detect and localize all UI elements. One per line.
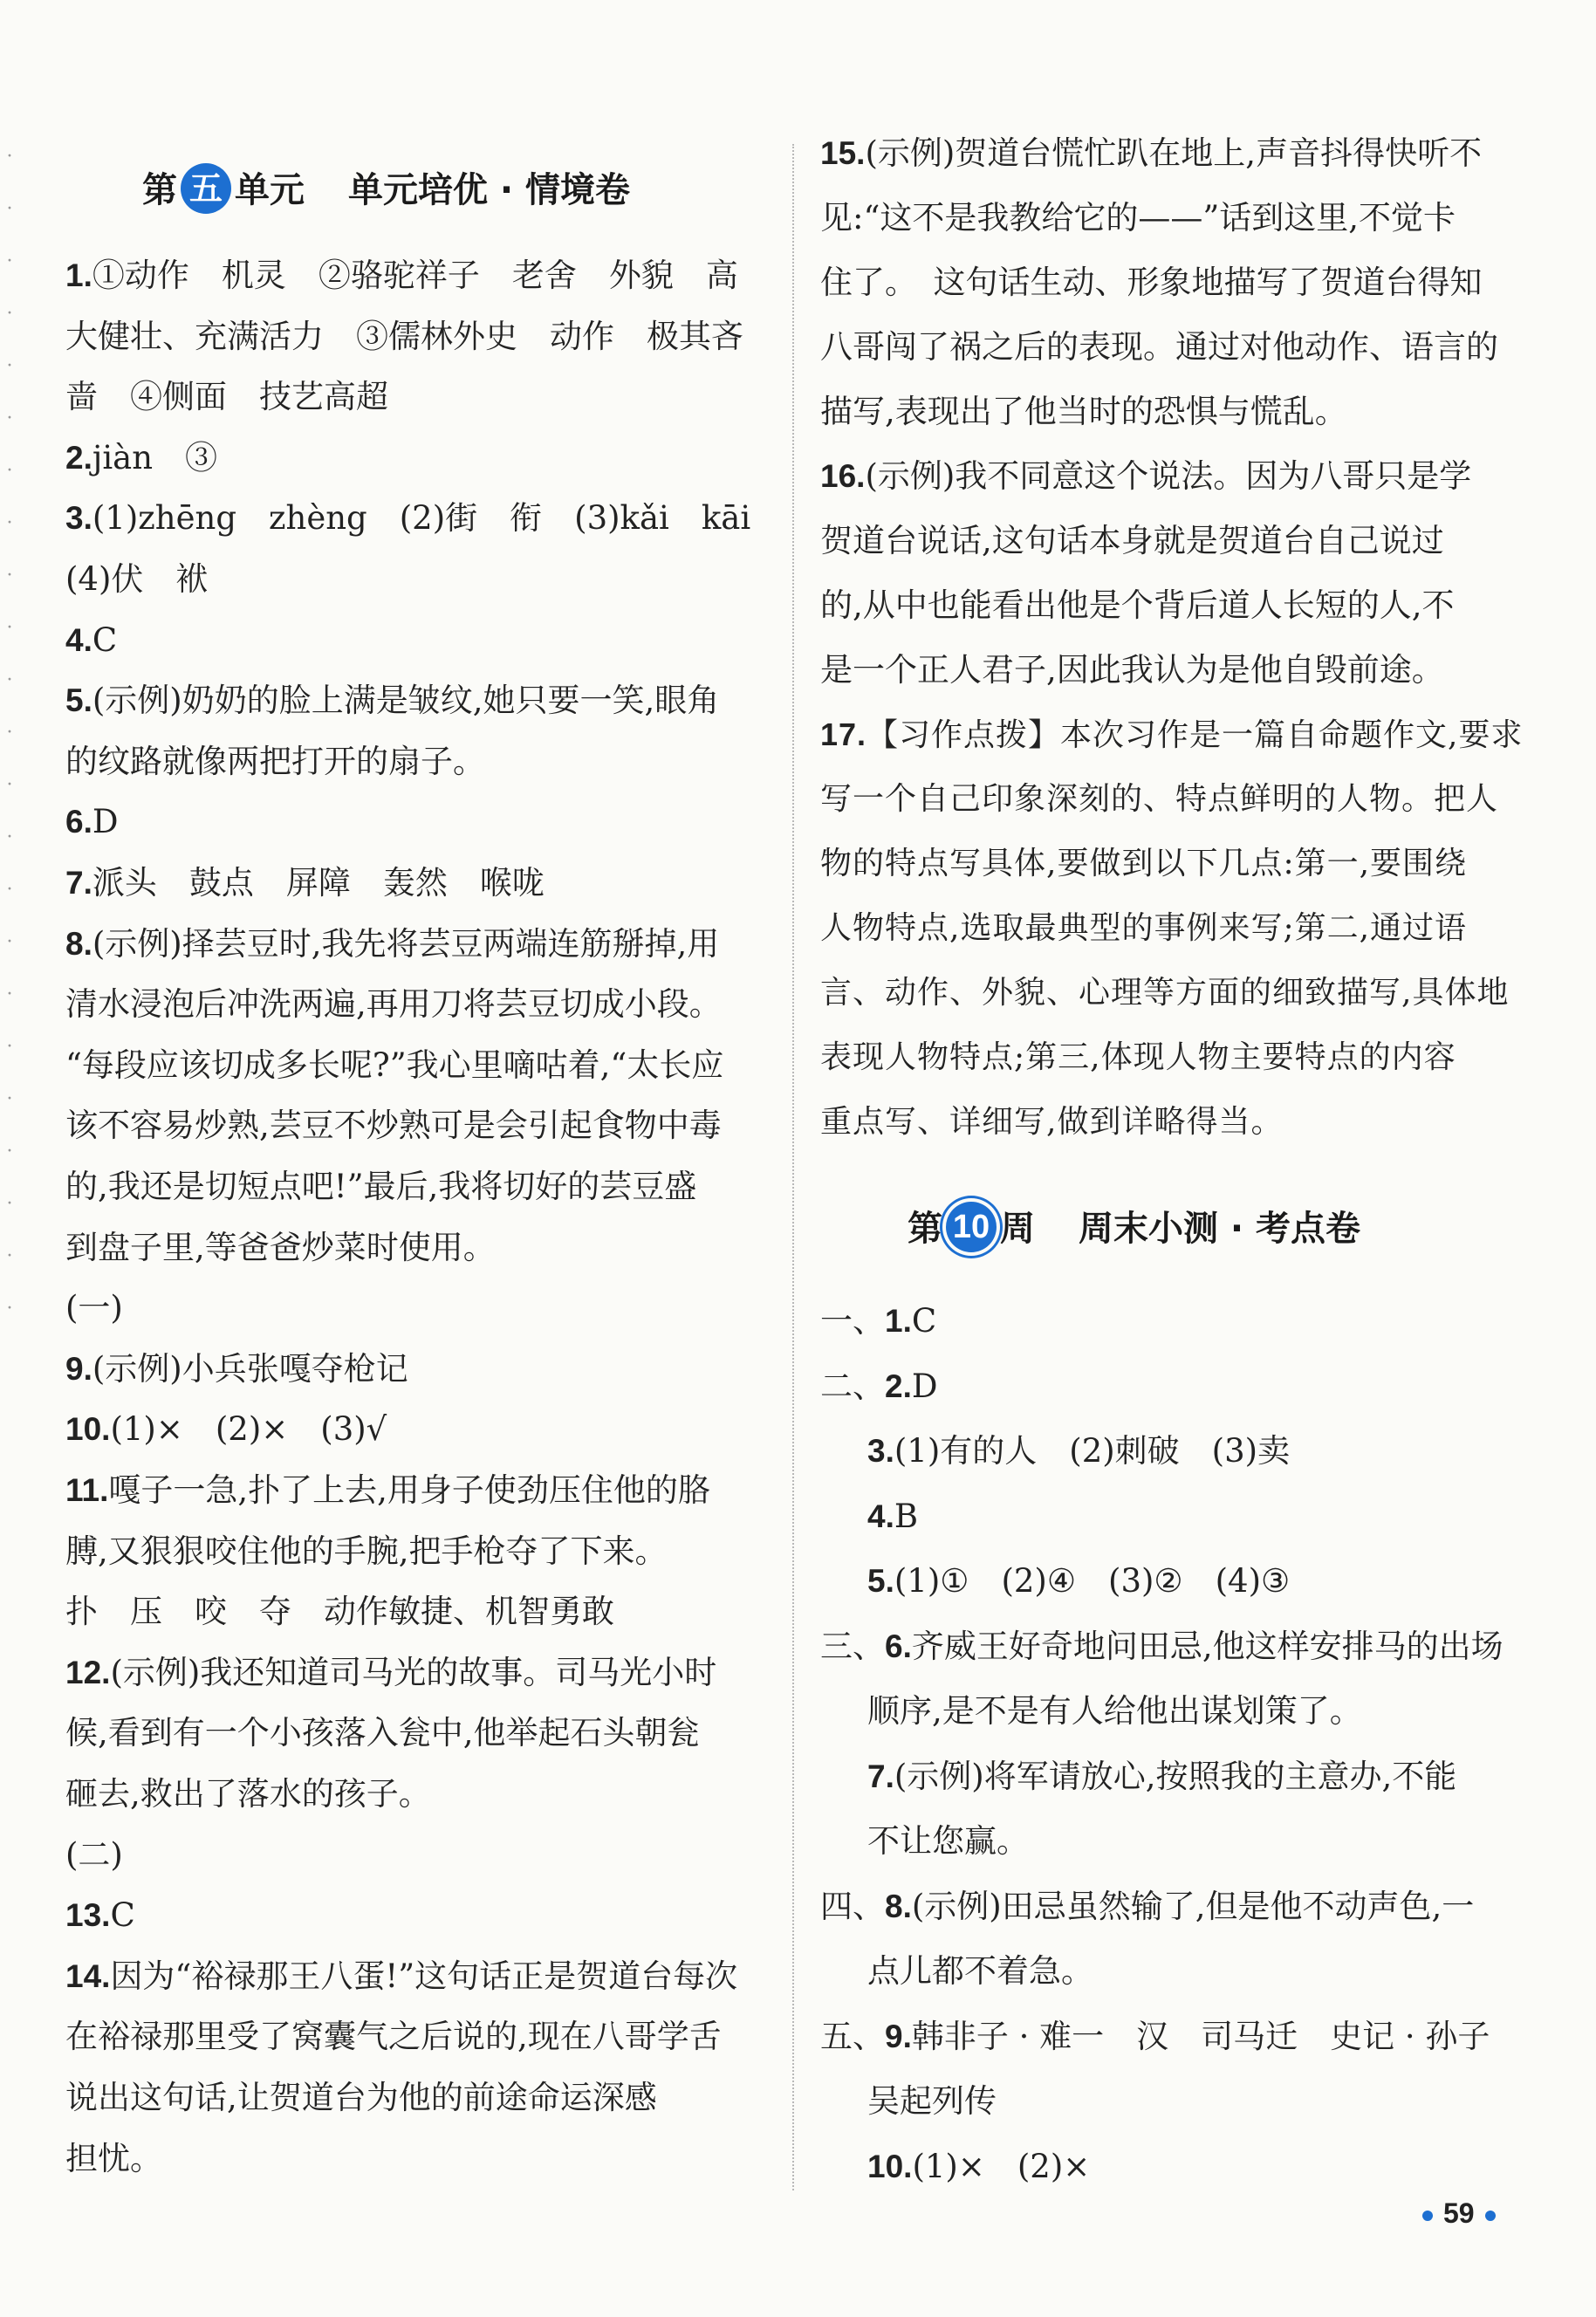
answer-line — [820, 972, 1514, 1014]
answer-line — [867, 1820, 1514, 1862]
column-divider — [792, 144, 794, 2190]
question-number: 5. — [65, 682, 92, 719]
answer-text: C — [110, 1896, 135, 1935]
answer-line — [65, 1591, 764, 1633]
answer-text: (示例)将军请放心,按照我的主意办,不能 — [894, 1757, 1457, 1795]
answer-text: 是一个正人君子,因此我认为是他自毁前途。 — [820, 651, 1444, 689]
question-number: 4. — [867, 1498, 894, 1534]
answer-text: (1)① (2)④ (3)② (4)③ — [894, 1562, 1291, 1600]
answer-text: (示例)贺道台慌忙趴在地上,声音抖得快听不 — [865, 134, 1483, 172]
answer-line — [820, 520, 1514, 562]
section-marker: 五、 — [820, 2017, 885, 2055]
answer-text: 的,从中也能看出他是个背后道人长短的人,不 — [820, 586, 1455, 624]
answer-line — [820, 2016, 1514, 2058]
answer-line — [65, 559, 764, 600]
answer-line — [867, 1690, 1514, 1732]
answer-text: ①动作 机灵 ②骆驼祥子 老舍 外貌 高 — [92, 257, 738, 294]
answer-line — [65, 1227, 764, 1269]
answer-line — [820, 326, 1514, 368]
answer-text: 顺序,是不是有人给他出谋划策了。 — [867, 1692, 1362, 1730]
answer-line — [65, 1773, 764, 1815]
answer-text: 到盘子里,等爸爸炒菜时使用。 — [65, 1228, 496, 1266]
answer-text: 派头 鼓点 屏障 轰然 喉咙 — [92, 864, 545, 901]
answer-text: 候,看到有一个小孩落入瓮中,他举起石头朝瓮 — [65, 1714, 700, 1752]
section-marker: 三、 — [820, 1627, 885, 1665]
answer-text: B — [894, 1497, 919, 1535]
answer-line — [820, 391, 1514, 433]
answer-line — [867, 1950, 1514, 1992]
answer-line — [65, 2016, 764, 2058]
question-number: 10. — [65, 1411, 111, 1448]
answer-line — [820, 649, 1514, 691]
question-number: 10. — [867, 2148, 913, 2184]
answer-line — [867, 1560, 1514, 1602]
question-number: 3. — [65, 500, 92, 537]
answer-text: 八哥闯了祸之后的表现。通过对他动作、语言的 — [820, 328, 1498, 366]
answer-text: 的,我还是切短点吧!”最后,我将切好的芸豆盛 — [65, 1168, 697, 1205]
question-number: 6. — [885, 1628, 912, 1664]
answer-text: 齐威王好奇地问田忌,他这样安排马的出场 — [911, 1627, 1504, 1665]
question-number: 8. — [65, 925, 92, 962]
answer-line — [65, 1956, 764, 1998]
question-number: 1. — [65, 257, 92, 293]
answer-text: 清水浸泡后冲洗两遍,再用刀将芸豆切成小段。 — [65, 985, 722, 1024]
answer-text: 人物特点,选取最典型的事例来写;第二,通过语 — [820, 910, 1468, 946]
answer-text: (4)伏 袱 — [65, 560, 209, 598]
answer-text: (1)zhēng zhèng (2)街 衔 (3)kǎi kāi — [92, 499, 751, 538]
answer-text: 韩非子 · 难一 汉 司马迁 史记 · 孙子 — [911, 2017, 1490, 2055]
answer-text: 该不容易炒熟,芸豆不炒熟可是会引起食物中毒 — [65, 1107, 722, 1145]
answer-text: (示例)田忌虽然输了,但是他不动声色,一 — [911, 1887, 1475, 1925]
answer-text: C — [911, 1302, 937, 1340]
answer-line — [65, 2138, 764, 2180]
answer-text: 重点写、详细写,做到详略得当。 — [820, 1104, 1284, 1140]
title-unit: 单元 — [235, 170, 305, 210]
answer-line — [65, 1470, 764, 1512]
answer-text: (1)× (2)× — [912, 2147, 1091, 2185]
answer-line — [65, 1287, 764, 1329]
answer-text: (一) — [65, 1289, 123, 1327]
answer-text: 住了。 这句话生动、形象地描写了贺道台得知 — [820, 264, 1483, 301]
answer-line — [820, 1037, 1514, 1079]
answer-text: 啬 ④侧面 技艺高超 — [65, 378, 388, 416]
answer-line — [65, 1834, 764, 1876]
section-marker: 二、 — [820, 1367, 885, 1405]
answer-line — [65, 316, 764, 358]
answer-line — [65, 376, 764, 418]
answer-line — [65, 741, 764, 783]
title-prefix: 第 — [908, 1209, 942, 1249]
answer-text: 担忧。 — [65, 2139, 162, 2177]
question-number: 5. — [867, 1563, 894, 1599]
question-number: 2. — [65, 439, 92, 476]
answer-line — [65, 620, 764, 662]
answer-line — [820, 197, 1514, 239]
answer-text: (示例)择芸豆时,我先将芸豆两端连筋掰掉,用 — [92, 924, 720, 963]
question-number: 8. — [885, 1888, 912, 1924]
answer-line — [65, 497, 764, 539]
question-number: 7. — [65, 865, 92, 901]
answer-line — [65, 862, 764, 904]
answer-text: (1)× (2)× (3)√ — [110, 1410, 387, 1449]
answer-line — [65, 1348, 764, 1390]
page-number: 59 — [1443, 2197, 1475, 2229]
question-number: 2. — [885, 1368, 912, 1404]
answer-line — [867, 1430, 1514, 1472]
answer-text: 见:“这不是我教给它的——”话到这里,不觉卡 — [820, 199, 1456, 236]
answer-text: 物的特点写具体,要做到以下几点:第一,要围绕 — [820, 846, 1468, 881]
answer-text: 砸去,救出了落水的孩子。 — [65, 1775, 431, 1813]
answer-line — [65, 680, 764, 722]
week-number-badge: 10 — [946, 1202, 997, 1252]
answer-text: 点儿都不着急。 — [867, 1952, 1093, 1990]
answer-text: 嘎子一急,扑了上去,用身子使劲压住他的胳 — [108, 1471, 710, 1509]
question-number: 12. — [65, 1654, 111, 1690]
answer-line — [820, 1366, 1514, 1408]
answer-text: 写一个自己印象深刻的、特点鲜明的人物。把人 — [820, 781, 1499, 817]
answer-text: 描写,表现出了他当时的恐惧与慌乱。 — [820, 393, 1347, 430]
question-number: 15. — [820, 135, 866, 171]
question-number: 1. — [885, 1303, 912, 1339]
answer-line — [820, 262, 1514, 304]
title-name: 单元培优 · 情境卷 — [348, 170, 631, 210]
question-number: 11. — [65, 1472, 109, 1508]
page-footer — [1412, 2197, 1506, 2230]
section-marker: 四、 — [820, 1887, 885, 1925]
question-number: 16. — [820, 458, 866, 494]
answer-line — [65, 255, 764, 297]
question-number: 14. — [65, 1957, 111, 1994]
answer-text: (示例)我还知道司马光的故事。司马光小时 — [110, 1653, 717, 1691]
answer-text: 吴起列传 — [867, 2082, 997, 2120]
question-number: 9. — [65, 1350, 92, 1387]
answer-line — [820, 1886, 1514, 1928]
title-name: 周末小测 · 考点卷 — [1079, 1209, 1361, 1249]
answer-line — [65, 984, 764, 1025]
answer-line — [65, 1409, 764, 1450]
answer-line — [65, 1045, 764, 1087]
unit-title — [142, 164, 630, 216]
answer-text: 膊,又狠狠咬住他的手腕,把手枪夺了下来。 — [65, 1532, 668, 1570]
title-unit: 周 — [1000, 1209, 1035, 1249]
answer-line — [65, 1712, 764, 1754]
answer-line — [65, 437, 764, 479]
answer-line — [65, 1895, 764, 1937]
answer-text: (二) — [65, 1835, 123, 1874]
answer-text: 贺道台说话,这句话本身就是贺道台自己说过 — [820, 522, 1444, 559]
answer-text: jiàn ③ — [92, 438, 218, 476]
question-number: 9. — [885, 2018, 912, 2054]
answer-text: 【习作点拨】本次习作是一篇自命题作文,要求 — [866, 717, 1524, 753]
answer-line — [820, 1626, 1514, 1668]
question-number: 6. — [65, 804, 92, 840]
answer-text: 扑 压 咬 夺 动作敏捷、机智勇敢 — [65, 1593, 614, 1631]
answer-line — [820, 1101, 1514, 1143]
answer-line — [820, 1300, 1514, 1342]
answer-line — [820, 843, 1514, 885]
unit-number-badge: 五 — [181, 163, 231, 214]
answer-line — [65, 923, 764, 965]
answer-text: 在裕禄那里受了窝囊气之后说的,现在八哥学舌 — [65, 2018, 722, 2056]
answer-text: (示例)小兵张嘎夺枪记 — [92, 1349, 408, 1388]
answer-text: D — [92, 803, 119, 841]
answer-text: 言、动作、外貌、心理等方面的细致描写,具体地 — [820, 975, 1510, 1011]
answer-text: 说出这句话,让贺道台为他的前途命运深感 — [65, 2079, 657, 2116]
binding-edge-marks: · · · · · · · · · · · · · · · · · · · · · · · — [6, 146, 13, 1320]
answer-text: (示例)我不同意这个说法。因为八哥只是学 — [865, 457, 1472, 495]
answer-text: “每段应该切成多长呢?”我心里嘀咕着,“太长应 — [65, 1045, 724, 1084]
question-number: 4. — [65, 621, 92, 658]
answer-text: 不让您赢。 — [867, 1822, 1029, 1860]
answer-line — [65, 1166, 764, 1208]
answer-text: 表现人物特点;第三,体现人物主要特点的内容 — [820, 1039, 1456, 1075]
answer-text: (示例)奶奶的脸上满是皱纹,她只要一笑,眼角 — [92, 682, 720, 720]
answer-line — [820, 456, 1514, 497]
answer-line — [867, 2081, 1514, 2122]
answer-text: 大健壮、充满活力 ③儒林外史 动作 极其吝 — [65, 317, 743, 355]
answer-text: 的纹路就像两把打开的扇子。 — [65, 742, 485, 780]
question-number: 7. — [867, 1758, 894, 1794]
answer-line — [820, 778, 1514, 820]
answer-text: 因为“裕禄那王八蛋!”这句话正是贺道台每次 — [110, 1957, 738, 1995]
answer-line — [867, 1756, 1514, 1798]
answer-line — [820, 133, 1514, 175]
answer-line — [820, 714, 1524, 756]
week-title — [908, 1203, 1360, 1255]
title-prefix: 第 — [142, 170, 177, 210]
answer-line — [65, 1652, 764, 1694]
question-number: 13. — [65, 1897, 111, 1934]
answer-line — [820, 908, 1514, 949]
answer-line — [867, 2146, 1514, 2188]
answer-line — [65, 1105, 764, 1147]
answer-line — [65, 2077, 764, 2119]
question-number: 3. — [867, 1433, 894, 1469]
answer-text: (1)有的人 (2)刺破 (3)卖 — [894, 1432, 1291, 1470]
answer-line — [65, 801, 764, 843]
answer-text: C — [92, 620, 118, 659]
answer-text: D — [911, 1367, 938, 1405]
question-number: 17. — [820, 716, 867, 752]
footer-dot-icon — [1485, 2211, 1496, 2221]
answer-line — [65, 1531, 764, 1573]
answer-line — [867, 1496, 1514, 1538]
section-marker: 一、 — [820, 1302, 885, 1340]
footer-dot-icon — [1422, 2211, 1433, 2221]
answer-line — [820, 585, 1514, 627]
